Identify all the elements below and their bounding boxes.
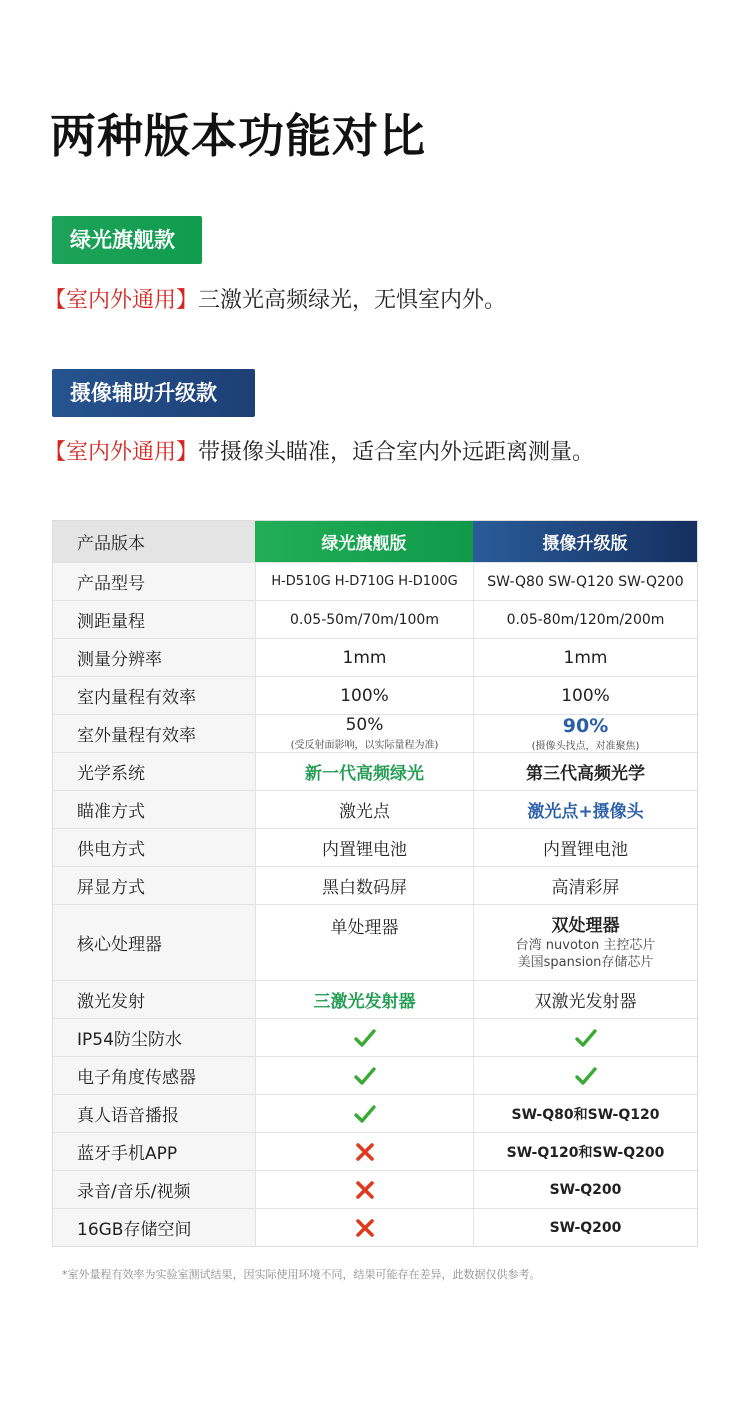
- camera-version-tag: 【室内外通用】: [44, 440, 199, 465]
- table-row: [53, 638, 697, 676]
- table-row: [53, 866, 697, 904]
- green-power: 内置锂电池: [322, 840, 407, 860]
- camera-processor: 双处理器: [551, 915, 620, 936]
- row-label: 供电方式: [53, 829, 255, 866]
- row-label: 16GB存储空间: [53, 1209, 255, 1246]
- camera-processor-chip1: 台湾 nuvoton 主控芯片: [515, 937, 656, 953]
- table-row: [53, 1208, 697, 1246]
- row-label: IP54防尘防水: [53, 1019, 255, 1056]
- comparison-table: [52, 520, 698, 1247]
- camera-resolution: 1mm: [563, 647, 608, 668]
- table-row: [53, 600, 697, 638]
- green-model: H-D510G H-D710G H-D100G: [271, 574, 458, 589]
- row-label: 核心处理器: [53, 905, 255, 980]
- green-indoor-rate: 100%: [340, 685, 389, 706]
- cross-icon: [355, 1218, 375, 1238]
- footnote: *室外量程有效率为实验室测试结果，因实际使用环境不同，结果可能存在差异，此数据仅供参考。: [62, 1268, 541, 1281]
- table-row: [53, 562, 697, 600]
- row-label: 电子角度传感器: [53, 1057, 255, 1094]
- camera-voice-models: SW-Q80和SW-Q120: [511, 1106, 660, 1123]
- row-label: 真人语音播报: [53, 1095, 255, 1132]
- green-processor: 单处理器: [330, 918, 399, 938]
- row-label: 室外量程有效率: [53, 715, 255, 752]
- green-version-tag: 【室内外通用】: [44, 288, 199, 313]
- check-icon: [354, 1028, 376, 1048]
- table-row: [53, 980, 697, 1018]
- green-version-badge: 绿光旗舰款: [52, 216, 202, 264]
- camera-display: 高清彩屏: [551, 878, 620, 898]
- green-optics: 新一代高频绿光: [305, 764, 424, 784]
- table-row: [53, 714, 697, 752]
- green-laser: 三激光发射器: [313, 992, 416, 1012]
- table-row: [53, 752, 697, 790]
- row-label: 录音/音乐/视频: [53, 1171, 255, 1208]
- table-row: [53, 1170, 697, 1208]
- row-label: 测距量程: [53, 601, 255, 638]
- table-row: [53, 1018, 697, 1056]
- row-label: 光学系统: [53, 753, 255, 790]
- camera-bluetooth-models: SW-Q120和SW-Q200: [506, 1144, 665, 1161]
- camera-version-description: [44, 436, 594, 470]
- check-icon: [354, 1104, 376, 1124]
- check-icon: [575, 1028, 597, 1048]
- header-camera-version: 摄像升级版: [473, 521, 697, 562]
- green-range: 0.05-50m/70m/100m: [290, 611, 439, 628]
- camera-outdoor-note: (摄像头找点，对准聚焦): [531, 740, 640, 752]
- camera-indoor-rate: 100%: [561, 685, 610, 706]
- table-row: [53, 790, 697, 828]
- table-row: [53, 828, 697, 866]
- green-outdoor-note: (受反射面影响，以实际量程为准): [290, 740, 439, 751]
- table-header-row: [53, 521, 697, 562]
- check-icon: [354, 1066, 376, 1086]
- row-label: 瞄准方式: [53, 791, 255, 828]
- green-resolution: 1mm: [342, 647, 387, 668]
- green-aiming: 激光点: [339, 802, 390, 822]
- camera-version-badge: 摄像辅助升级款: [52, 369, 255, 417]
- row-label: 屏显方式: [53, 867, 255, 904]
- check-icon: [575, 1066, 597, 1086]
- green-version-description: [44, 284, 506, 318]
- green-version-text: 三激光高频绿光，无惧室内外。: [198, 288, 507, 313]
- camera-laser: 双激光发射器: [534, 992, 637, 1012]
- camera-media-models: SW-Q200: [549, 1181, 622, 1198]
- green-display: 黑白数码屏: [322, 878, 407, 898]
- row-label: 蓝牙手机APP: [53, 1133, 255, 1170]
- camera-model: SW-Q80 SW-Q120 SW-Q200: [487, 573, 684, 590]
- camera-version-text: 带摄像头瞄准，适合室内外远距离测量。: [198, 440, 595, 465]
- page-title: 两种版本功能对比: [50, 109, 426, 163]
- camera-processor-chip2: 美国spansion存储芯片: [517, 954, 654, 970]
- cross-icon: [355, 1142, 375, 1162]
- table-row: [53, 1056, 697, 1094]
- table-row: [53, 904, 697, 980]
- green-outdoor-rate: 50%: [345, 715, 384, 735]
- table-row: [53, 1094, 697, 1132]
- camera-aiming: 激光点+摄像头: [527, 802, 644, 822]
- header-green-version: 绿光旗舰版: [255, 521, 473, 562]
- row-label: 产品型号: [53, 563, 255, 600]
- header-version: 产品版本: [53, 521, 255, 562]
- row-label: 激光发射: [53, 981, 255, 1018]
- camera-storage-models: SW-Q200: [549, 1219, 622, 1236]
- camera-outdoor-rate: 90%: [562, 714, 609, 737]
- camera-range: 0.05-80m/120m/200m: [506, 611, 665, 628]
- row-label: 测量分辨率: [53, 639, 255, 676]
- row-label: 室内量程有效率: [53, 677, 255, 714]
- cross-icon: [355, 1180, 375, 1200]
- camera-optics: 第三代高频光学: [526, 764, 645, 784]
- camera-power: 内置锂电池: [543, 840, 628, 860]
- table-row: [53, 1132, 697, 1170]
- table-row: [53, 676, 697, 714]
